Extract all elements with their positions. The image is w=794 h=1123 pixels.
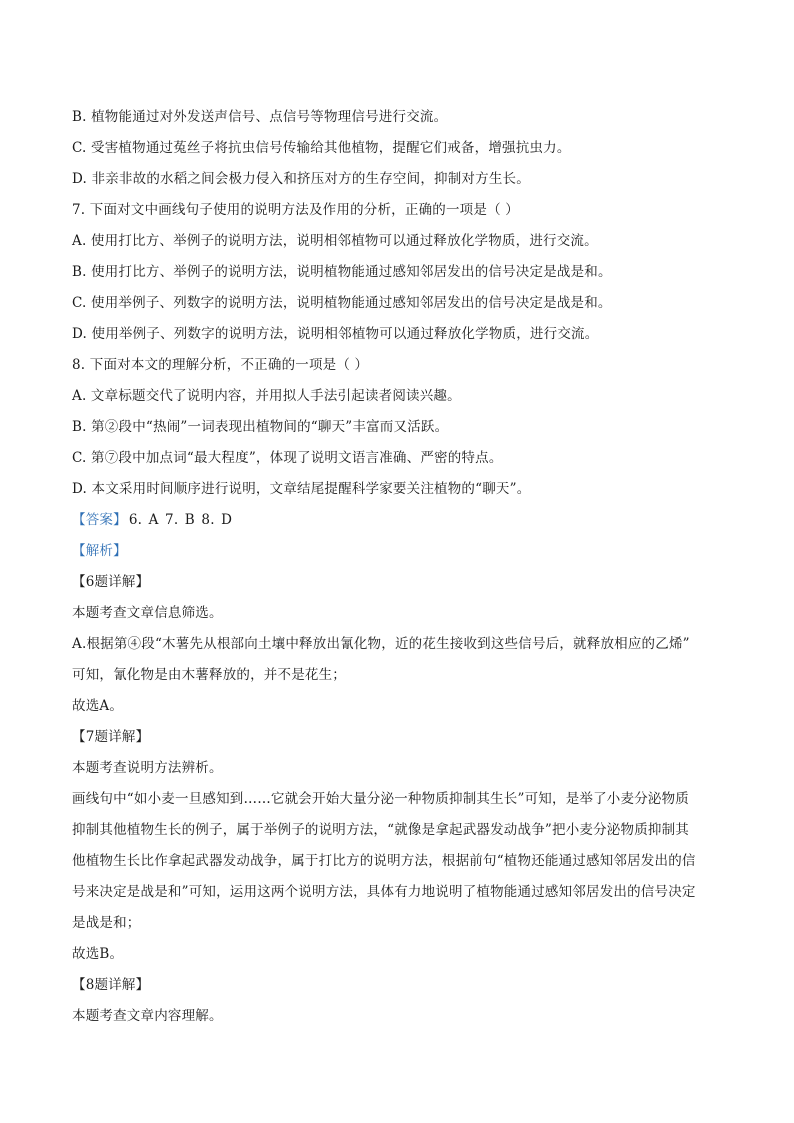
q7-stem: 7. 下面对文中画线句子使用的说明方法及作用的分析，正确的一项是（ ）: [72, 202, 519, 218]
q6-option-d: D. 非亲非故的水稻之间会极力侵入和挤压对方的生存空间，抑制对方生长。: [72, 171, 530, 187]
q7-option-c: C. 使用举例子、列数字的说明方法，说明植物能通过感知邻居发出的信号决定是战是和。: [72, 295, 612, 311]
detail7-line: 是战是和；: [72, 915, 141, 931]
q7-option-d: D. 使用举例子、列数字的说明方法，说明相邻植物可以通过释放化学物质，进行交流。: [72, 326, 599, 342]
detail8-line: 本题考查文章内容理解。: [72, 1008, 223, 1024]
answer-values: 6. A 7. B 8. D: [128, 512, 233, 528]
detail6-line: 可知，氰化物是由木薯释放的，并不是花生；: [72, 667, 346, 683]
detail7-line: 抑制其他植物生长的例子，属于举例子的说明方法，“就像是拿起武器发动战争”把小麦分泌物质抑制其: [72, 822, 690, 838]
detail7-line: 画线句中“如小麦一旦感知到……它就会开始大量分泌一种物质抑制其生长”可知，是举了小麦分泌物质: [72, 791, 690, 807]
q6-option-b: B. 植物能通过对外发送声信号、点信号等物理信号进行交流。: [72, 109, 448, 125]
detail7-heading: 【7题详解】: [72, 729, 150, 745]
q7-option-a: A. 使用打比方、举例子的说明方法，说明相邻植物可以通过释放化学物质，进行交流。: [72, 233, 598, 249]
detail6-line: 故选A。: [72, 698, 124, 714]
q8-option-c: C. 第⑦段中加点词“最大程度”，体现了说明文语言准确、严密的特点。: [72, 450, 503, 466]
answer-line: [72, 505, 732, 536]
detail7-line: 号来决定是战是和”可知，运用这两个说明方法，具体有力地说明了植物能通过感知邻居发出的信号决定: [72, 884, 696, 900]
detail6-line: A.根据第④段“木薯先从根部向土壤中释放出氰化物，近的花生接收到这些信号后，就释放相应的乙烯”: [72, 636, 690, 652]
q6-option-c: C. 受害植物通过菟丝子将抗虫信号传输给其他植物，提醒它们戒备，增强抗虫力。: [72, 140, 571, 156]
detail7-line: 本题考查说明方法辨析。: [72, 760, 223, 776]
document-page: [72, 102, 732, 1032]
q8-option-b: B. 第②段中“热闹”一词表现出植物间的“聊天”丰富而又活跃。: [72, 419, 449, 435]
analysis-label: 【解析】: [72, 543, 127, 559]
q7-option-b: B. 使用打比方、举例子的说明方法，说明植物能通过感知邻居发出的信号决定是战是和。: [72, 264, 612, 280]
detail7-line: 故选B。: [72, 946, 124, 962]
answer-label: 【答案】: [72, 512, 127, 528]
detail6-line: 本题考查文章信息筛选。: [72, 605, 223, 621]
q8-option-d: D. 本文采用时间顺序进行说明，文章结尾提醒科学家要关注植物的“聊天”。: [72, 481, 531, 497]
q8-stem: 8. 下面对本文的理解分析，不正确的一项是（ ）: [72, 357, 369, 373]
detail7-line: 他植物生长比作拿起武器发动战争，属于打比方的说明方法，根据前句“植物还能通过感知邻居发出的信: [72, 853, 696, 869]
detail8-heading: 【8题详解】: [72, 977, 150, 993]
q8-option-a: A. 文章标题交代了说明内容，并用拟人手法引起读者阅读兴趣。: [72, 388, 461, 404]
detail6-heading: 【6题详解】: [72, 574, 150, 590]
